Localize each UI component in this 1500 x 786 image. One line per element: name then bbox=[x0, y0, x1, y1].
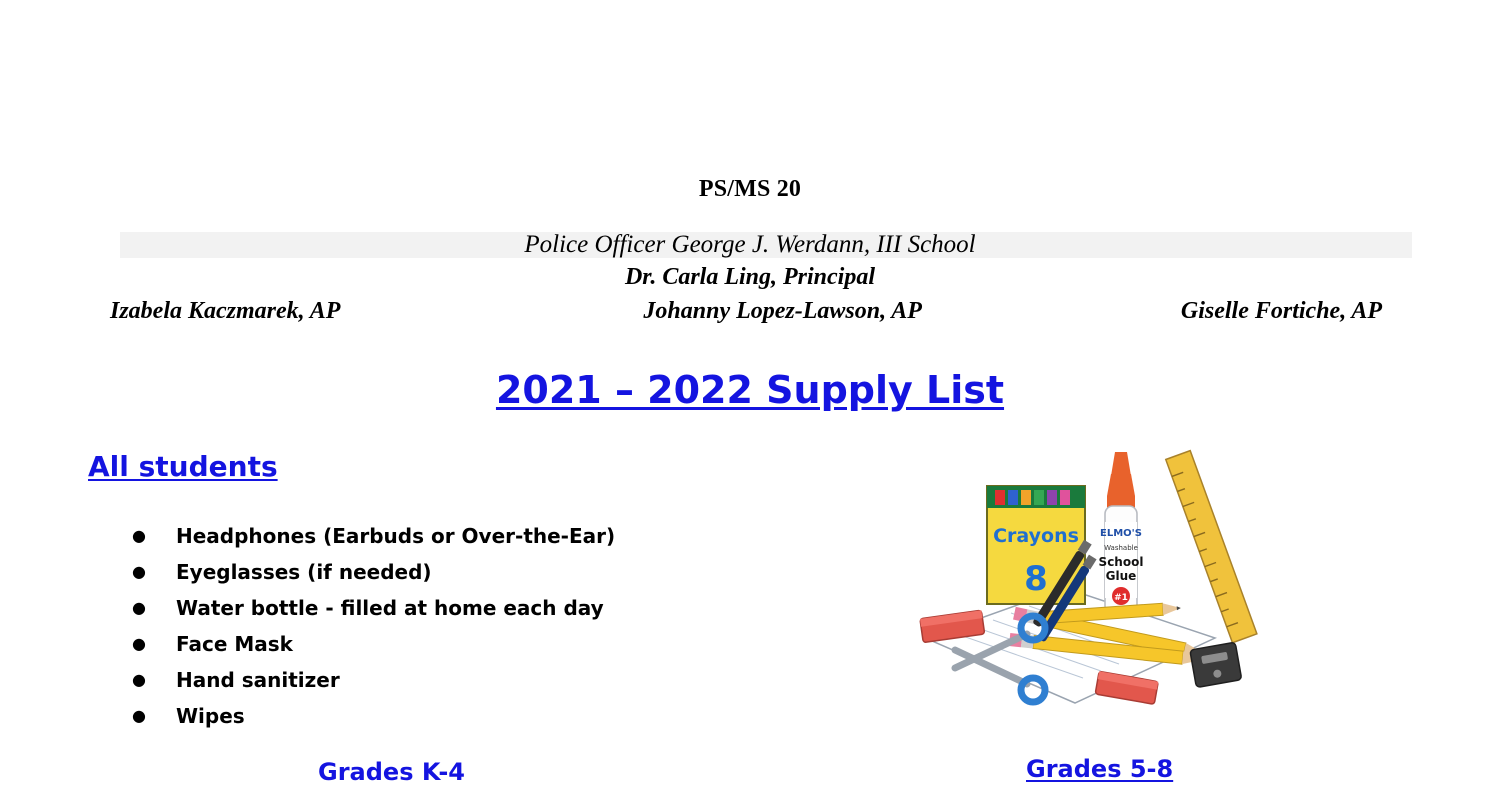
list-item-label: Wipes bbox=[176, 704, 245, 728]
school-full-name: Police Officer George J. Werdann, III School bbox=[524, 231, 976, 258]
glue-school-label: School bbox=[1098, 555, 1144, 569]
section-heading-grades-5-8: Grades 5-8 bbox=[1026, 755, 1174, 783]
glue-badge-label: #1 bbox=[1114, 593, 1128, 603]
list-item-label: Hand sanitizer bbox=[176, 668, 340, 692]
assistant-principal-2: Johanny Lopez-Lawson, AP bbox=[643, 298, 922, 324]
assistant-principal-1: Izabela Kaczmarek, AP bbox=[110, 298, 341, 324]
school-number-heading: PS/MS 20 bbox=[698, 176, 802, 202]
section-heading-all-students: All students bbox=[88, 450, 278, 483]
school-supplies-illustration bbox=[915, 438, 1285, 728]
glue-bottle-icon bbox=[1099, 452, 1144, 614]
section-heading-grades-k4: Grades K-4 bbox=[318, 758, 465, 786]
list-item bbox=[128, 554, 828, 590]
list-item bbox=[128, 662, 828, 698]
list-item bbox=[128, 590, 828, 626]
bullet-icon: ● bbox=[132, 598, 146, 617]
ruler-icon bbox=[1166, 451, 1257, 643]
bullet-icon: ● bbox=[132, 562, 146, 581]
list-item bbox=[128, 698, 828, 734]
list-item-label: Headphones (Earbuds or Over-the-Ear) bbox=[176, 524, 616, 548]
glue-glue-label: Glue bbox=[1105, 569, 1137, 583]
assistant-principal-3: Giselle Fortiche, AP bbox=[1180, 298, 1382, 324]
all-students-supply-list bbox=[128, 518, 828, 734]
glue-washable-label: Washable bbox=[1104, 544, 1138, 552]
assistant-principals-row bbox=[110, 298, 1390, 325]
page-title: 2021 – 2022 Supply List bbox=[495, 368, 1005, 412]
pencil-sharpener-icon bbox=[1190, 642, 1242, 687]
bullet-icon: ● bbox=[132, 634, 146, 653]
glue-brand-label: ELMO'S bbox=[1100, 528, 1142, 539]
list-item-label: Face Mask bbox=[176, 632, 293, 656]
crayons-count-label: 8 bbox=[1024, 559, 1048, 599]
bullet-icon: ● bbox=[132, 706, 146, 725]
list-item-label: Water bottle - filled at home each day bbox=[176, 596, 604, 620]
bullet-icon: ● bbox=[132, 526, 146, 545]
list-item bbox=[128, 518, 828, 554]
bullet-icon: ● bbox=[132, 670, 146, 689]
principal-name: Dr. Carla Ling, Principal bbox=[624, 264, 876, 290]
list-item bbox=[128, 626, 828, 662]
list-item-label: Eyeglasses (if needed) bbox=[176, 560, 432, 584]
crayons-brand-label: Crayons bbox=[993, 525, 1079, 547]
